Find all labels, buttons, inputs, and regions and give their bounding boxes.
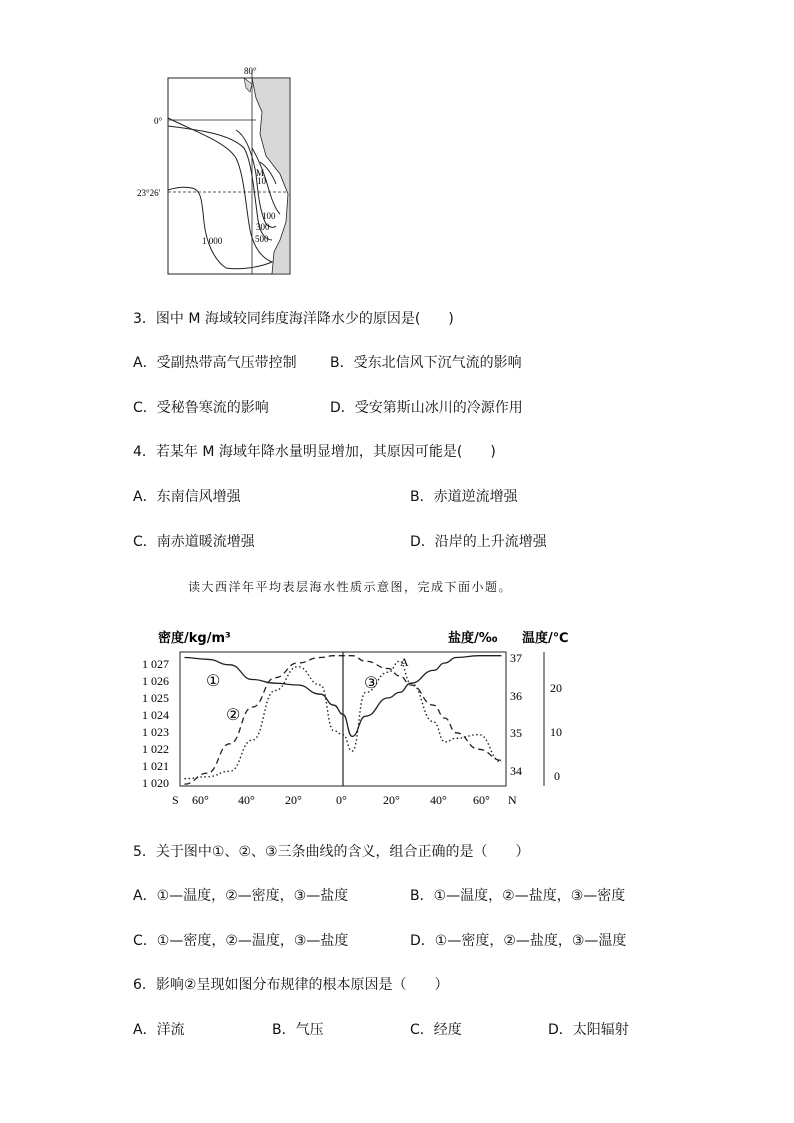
x-tick: 60° xyxy=(192,793,209,807)
density-tick: 1 023 xyxy=(142,725,169,739)
contour-label-300: 300 xyxy=(256,222,270,232)
q6-option-a[interactable]: A．洋流 xyxy=(133,1022,185,1038)
x-tick: 0° xyxy=(336,793,347,807)
x-tick: N xyxy=(508,793,517,807)
q5-option-d[interactable]: D．①—密度，②—盐度，③—温度 xyxy=(410,933,627,949)
contour-label-500: 500 xyxy=(255,234,269,244)
q5-option-a[interactable]: A．①—温度，②—密度，③—盐度 xyxy=(133,888,349,904)
q6-option-d[interactable]: D．太阳辐射 xyxy=(548,1022,629,1038)
section-intro: 读大西洋年平均表层海水性质示意图，完成下面小题。 xyxy=(188,580,513,594)
x-ticks xyxy=(172,793,517,807)
atlantic-surface-chart xyxy=(140,622,600,812)
x-tick: S xyxy=(172,793,179,807)
lon-label: 80° xyxy=(244,66,257,76)
salinity-ticks xyxy=(510,651,522,778)
temperature-tick: 10 xyxy=(550,725,562,739)
lat-equator-label: 0° xyxy=(154,116,163,126)
density-tick: 1 021 xyxy=(142,759,169,773)
contour-label-1000: 1 000 xyxy=(202,236,223,246)
density-tick: 1 020 xyxy=(142,776,169,790)
q5-option-b[interactable]: B．①—温度，②—盐度，③—密度 xyxy=(410,888,626,904)
x-tick: 40° xyxy=(430,793,447,807)
temperature-tick: 0 xyxy=(554,769,560,783)
q6-option-b[interactable]: B．气压 xyxy=(272,1022,324,1038)
temperature-tick: 20 xyxy=(550,681,562,695)
q4-stem: 4．若某年 M 海域年降水量明显增加，其原因可能是( ) xyxy=(133,444,496,460)
q3-stem: 3．图中 M 海域较同纬度海洋降水少的原因是( ) xyxy=(133,311,454,327)
q3-option-b[interactable]: B．受东北信风下沉气流的影响 xyxy=(330,355,522,371)
curve-label-2: ② xyxy=(226,707,241,724)
q6-stem: 6．影响②呈现如图分布规律的根本原因是（ ） xyxy=(133,977,449,993)
density-tick: 1 026 xyxy=(142,674,169,688)
density-ticks xyxy=(142,657,169,790)
density-axis-label: 密度/kg/m³ xyxy=(158,631,231,646)
contour-label-10: 10 xyxy=(257,176,266,186)
density-tick: 1 024 xyxy=(142,708,169,722)
density-tick: 1 025 xyxy=(142,691,169,705)
salinity-tick: 36 xyxy=(510,689,522,703)
x-tick: 40° xyxy=(238,793,255,807)
q3-option-d[interactable]: D．受安第斯山冰川的冷源作用 xyxy=(330,400,523,416)
density-tick: 1 027 xyxy=(142,657,169,671)
q4-option-a[interactable]: A．东南信风增强 xyxy=(133,489,241,505)
contour-label-100: 100 xyxy=(262,211,276,221)
q4-option-c[interactable]: C．南赤道暖流增强 xyxy=(133,534,255,550)
temperature-ticks xyxy=(550,681,562,783)
q3-option-a[interactable]: A．受副热带高气压带控制 xyxy=(133,355,297,371)
ocean-depth-map xyxy=(137,62,300,278)
q6-option-c[interactable]: C．经度 xyxy=(410,1022,462,1038)
curve-label-a: A xyxy=(400,655,409,669)
salinity-tick: 37 xyxy=(510,651,522,665)
x-tick: 20° xyxy=(285,793,302,807)
salinity-tick: 34 xyxy=(510,764,522,778)
q4-option-d[interactable]: D．沿岸的上升流增强 xyxy=(410,534,547,550)
temperature-axis-label: 温度/℃ xyxy=(522,631,569,646)
salinity-axis-label: 盐度/‰ xyxy=(448,631,498,646)
x-tick: 20° xyxy=(383,793,400,807)
q5-option-c[interactable]: C．①—密度，②—温度，③—盐度 xyxy=(133,933,349,949)
q5-stem: 5．关于图中①、②、③三条曲线的含义，组合正确的是（ ） xyxy=(133,844,530,860)
point-m-label: M xyxy=(256,168,265,178)
q4-option-b[interactable]: B．赤道逆流增强 xyxy=(410,489,518,505)
density-tick: 1 022 xyxy=(142,742,169,756)
curve-label-1: ① xyxy=(206,673,221,690)
curve-label-3: ③ xyxy=(364,675,379,692)
lat-tropic-label: 23°26′ xyxy=(137,188,161,198)
salinity-tick: 35 xyxy=(510,726,522,740)
x-tick: 60° xyxy=(473,793,490,807)
q3-option-c[interactable]: C．受秘鲁寒流的影响 xyxy=(133,400,269,416)
